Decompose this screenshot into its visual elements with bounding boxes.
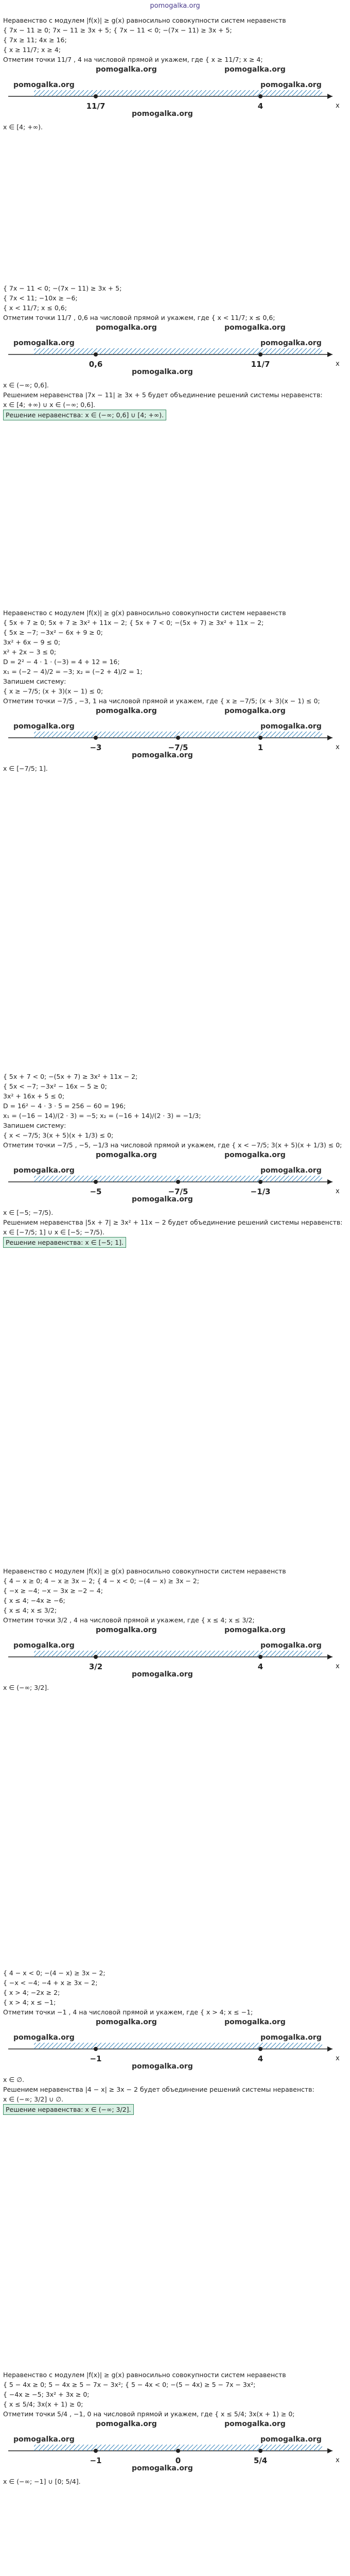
watermark-text: pomogalka.org bbox=[260, 81, 322, 89]
text-line: x ∈ [4; +∞) ∪ x ∈ (−∞; 0,6]. bbox=[3, 401, 96, 409]
solution-section bbox=[3, 1968, 347, 2115]
text-line: 3x² + 6x − 9 ≤ 0; bbox=[3, 638, 61, 646]
text-line: Отметим точки 5/4 , −1, 0 на числовой прямой и укажем, где { x ≤ 5/4; 3x(x + 1) ≥ 0; bbox=[3, 2410, 295, 2418]
watermark-text: pomogalka.org bbox=[132, 368, 193, 376]
number-line bbox=[3, 1164, 347, 1205]
text-line: { 4 − x ≥ 0; 4 − x ≥ 3x − 2; { 4 − x < 0; −(4 − x) ≥ 3x − 2; bbox=[3, 1577, 199, 1585]
axis-variable-label: x bbox=[336, 360, 340, 368]
axis-variable-label: x bbox=[336, 1188, 340, 1195]
text-line: { x ≥ −7/5; (x + 3)(x − 1) ≤ 0; bbox=[3, 687, 103, 695]
watermark-text: pomogalka.org bbox=[132, 2464, 193, 2472]
point-label: 0 bbox=[175, 2456, 181, 2465]
answer-highlight: Решение неравенства: x ∈ (−∞; 0,6] ∪ [4; +∞). bbox=[3, 410, 166, 420]
text-line: Отметим точки −7/5 , −5, −1/3 на числовой прямой и укажем, где { x < −7/5; 3(x + 5)(x + 1/3) ≤ 0; bbox=[3, 1141, 342, 1149]
text-line: x ∈ [4; +∞). bbox=[3, 123, 43, 131]
solution-section bbox=[3, 15, 347, 132]
axis-arrow-icon bbox=[327, 1654, 332, 1659]
point-label: −1 bbox=[90, 2456, 102, 2465]
number-line bbox=[3, 79, 347, 119]
text-line: { 5x < −7; −3x² − 16x − 5 ≥ 0; bbox=[3, 1082, 107, 1090]
text-line: { −x ≥ −4; −x − 3x ≥ −2 − 4; bbox=[3, 1587, 103, 1595]
text-line: { x < −7/5; 3(x + 5)(x + 1/3) ≤ 0; bbox=[3, 1131, 114, 1139]
point-marker bbox=[176, 736, 180, 740]
text-line: { x > 4; x ≤ −1; bbox=[3, 1998, 56, 2006]
text-line: x ∈ [−7/5; 1] ∪ x ∈ [−5; −7/5). bbox=[3, 1228, 104, 1236]
text-line: { −x < −4; −4 + x ≥ 3x − 2; bbox=[3, 1979, 98, 1987]
watermark-text: pomogalka.org bbox=[13, 339, 75, 347]
point-marker bbox=[258, 736, 262, 740]
text-line: { 7x − 11 < 0; −(7x − 11) ≥ 3x + 5; bbox=[3, 284, 122, 292]
answer-line bbox=[3, 410, 347, 420]
text-line: x ∈ ∅. bbox=[3, 2076, 25, 2083]
text-line: { 5x ≥ −7; −3x² − 6x + 9 ≥ 0; bbox=[3, 629, 103, 636]
solution-hatch bbox=[34, 90, 322, 96]
axis-arrow-icon bbox=[327, 352, 332, 357]
watermark-text: pomogalka.org bbox=[224, 2018, 286, 2026]
text-line: { 5x + 7 ≥ 0; 5x + 7 ≥ 3x² + 11x − 2; { 5x + 7 < 0; −(5x + 7) ≥ 3x² + 11x − 2; bbox=[3, 619, 264, 626]
point-label: 11/7 bbox=[86, 101, 106, 111]
text-line: x ∈ (−∞; 3/2]. bbox=[3, 1684, 49, 1691]
text-line: { 7x ≥ 11; 4x ≥ 16; bbox=[3, 36, 67, 44]
point-marker bbox=[176, 1180, 180, 1184]
watermark-text: pomogalka.org bbox=[224, 324, 286, 332]
text-line: 3x² + 16x + 5 ≤ 0; bbox=[3, 1092, 65, 1100]
watermark-text: pomogalka.org bbox=[13, 1641, 75, 1650]
solution-hatch bbox=[34, 2043, 322, 2049]
text-line: { x ≤ 4; x ≤ 3/2; bbox=[3, 1606, 57, 1614]
point-marker bbox=[94, 736, 98, 740]
point-label: −1 bbox=[90, 2054, 102, 2063]
point-marker bbox=[176, 2449, 180, 2453]
text-line: { x < 11/7; x ≤ 0,6; bbox=[3, 304, 67, 312]
number-line bbox=[3, 720, 347, 760]
text-line: x ∈ [−7/5; 1]. bbox=[3, 765, 48, 772]
point-label: 5/4 bbox=[253, 2456, 268, 2465]
answer-line bbox=[3, 2104, 347, 2115]
watermark-text: pomogalka.org bbox=[260, 2435, 322, 2444]
watermark-row bbox=[3, 2017, 347, 2028]
watermark-text: pomogalka.org bbox=[96, 2420, 157, 2428]
text-line: Отметим точки 3/2 , 4 на числовой прямой и укажем, где { x ≤ 4; x ≤ 3/2; bbox=[3, 1616, 255, 1624]
axis-arrow-icon bbox=[327, 94, 332, 99]
watermark-text: pomogalka.org bbox=[13, 722, 75, 731]
watermark-text: pomogalka.org bbox=[260, 1641, 322, 1650]
answer-highlight: Решение неравенства: x ∈ [−5; 1]. bbox=[3, 1237, 126, 1248]
text-line: Неравенство с модулем |f(x)| ≥ g(x) равносильно совокупности систем неравенств bbox=[3, 16, 286, 24]
watermark-row bbox=[3, 1150, 347, 1161]
watermark-row bbox=[3, 2419, 347, 2430]
point-marker bbox=[258, 1655, 262, 1659]
point-label: 1 bbox=[257, 743, 264, 752]
point-marker bbox=[94, 1180, 98, 1184]
text-line: x² + 2x − 3 ≤ 0; bbox=[3, 648, 57, 656]
number-line bbox=[3, 2031, 347, 2072]
text-line: { 4 − x < 0; −(4 − x) ≥ 3x − 2; bbox=[3, 1969, 106, 1977]
point-marker bbox=[258, 352, 262, 357]
point-marker bbox=[94, 1655, 98, 1659]
watermark-text: pomogalka.org bbox=[132, 2062, 193, 2071]
text-line: { x > 4; −2x ≥ 2; bbox=[3, 1989, 60, 1996]
site-header bbox=[0, 0, 350, 13]
watermark-text: pomogalka.org bbox=[13, 1166, 75, 1175]
point-marker bbox=[258, 2449, 262, 2453]
text-line: Решением неравенства |5x + 7| ≥ 3x² + 11x − 2 будет объединение решений системы неравенств: bbox=[3, 1218, 343, 1226]
point-label: −7/5 bbox=[168, 1187, 188, 1196]
point-marker bbox=[94, 2449, 98, 2453]
text-line: Отметим точки −7/5 , −3, 1 на числовой прямой и укажем, где { x ≥ −7/5; (x + 3)(x − 1) ≤ 0; bbox=[3, 697, 320, 705]
text-line: Неравенство с модулем |f(x)| ≥ g(x) равносильно совокупности систем неравенств bbox=[3, 1567, 286, 1575]
watermark-text: pomogalka.org bbox=[13, 2435, 75, 2444]
watermark-text: pomogalka.org bbox=[224, 707, 286, 715]
point-label: 4 bbox=[257, 101, 264, 111]
text-line: { 5 − 4x ≥ 0; 5 − 4x ≥ 5 − 7x − 3x²; { 5 − 4x < 0; −(5 − 4x) ≥ 5 − 7x − 3x²; bbox=[3, 2381, 256, 2388]
watermark-text: pomogalka.org bbox=[132, 1670, 193, 1679]
watermark-text: pomogalka.org bbox=[260, 339, 322, 347]
text-line: Отметим точки −1 , 4 на числовой прямой и укажем, где { x > 4; x ≤ −1; bbox=[3, 2008, 253, 2016]
solution-section bbox=[3, 608, 347, 773]
text-line: x₁ = (−16 − 14)/(2 · 3) = −5; x₂ = (−16 + 14)/(2 · 3) = −1/3; bbox=[3, 1112, 201, 1120]
solution-section bbox=[3, 1072, 347, 1248]
solution-hatch bbox=[34, 1651, 322, 1657]
axis-variable-label: x bbox=[336, 743, 340, 751]
answer-line bbox=[3, 1237, 347, 1248]
text-line: { 5x + 7 < 0; −(5x + 7) ≥ 3x² + 11x − 2; bbox=[3, 1073, 138, 1080]
watermark-row bbox=[3, 706, 347, 717]
axis-arrow-icon bbox=[327, 2448, 332, 2453]
text-line: x ∈ (−∞; −1] ∪ [0; 5/4]. bbox=[3, 2478, 81, 2485]
number-line bbox=[3, 2433, 347, 2473]
watermark-text: pomogalka.org bbox=[13, 81, 75, 89]
point-label: −1/3 bbox=[250, 1187, 271, 1196]
point-label: 4 bbox=[257, 1662, 264, 1671]
point-label: 0,6 bbox=[89, 360, 103, 369]
watermark-text: pomogalka.org bbox=[224, 1626, 286, 1634]
watermark-text: pomogalka.org bbox=[132, 751, 193, 759]
watermark-text: pomogalka.org bbox=[224, 1151, 286, 1159]
watermark-text: pomogalka.org bbox=[132, 1195, 193, 1204]
watermark-text: pomogalka.org bbox=[260, 2033, 322, 2042]
watermark-row bbox=[3, 1625, 347, 1636]
text-line: Запишем систему: bbox=[3, 1122, 66, 1129]
watermark-text: pomogalka.org bbox=[260, 1166, 322, 1175]
watermark-text: pomogalka.org bbox=[224, 2420, 286, 2428]
watermark-text: pomogalka.org bbox=[96, 1626, 157, 1634]
solution-section bbox=[3, 283, 347, 420]
watermark-text: pomogalka.org bbox=[96, 1151, 157, 1159]
text-line: Решением неравенства |4 − x| ≥ 3x − 2 будет объединение решений системы неравенств: bbox=[3, 2086, 314, 2093]
axis-arrow-icon bbox=[327, 1179, 332, 1184]
watermark-text: pomogalka.org bbox=[96, 707, 157, 715]
point-marker bbox=[258, 1180, 262, 1184]
watermark-text: pomogalka.org bbox=[132, 110, 193, 118]
point-marker bbox=[94, 94, 98, 98]
axis-arrow-icon bbox=[327, 735, 332, 740]
point-marker bbox=[94, 2047, 98, 2051]
point-marker bbox=[94, 352, 98, 357]
solution-section bbox=[3, 2370, 347, 2486]
watermark-text: pomogalka.org bbox=[224, 65, 286, 74]
text-line: { 7x < 11; −10x ≥ −6; bbox=[3, 294, 78, 302]
text-line: D = 2² − 4 · 1 · (−3) = 4 + 12 = 16; bbox=[3, 658, 120, 666]
axis-variable-label: x bbox=[336, 1663, 340, 1670]
point-label: −3 bbox=[90, 743, 102, 752]
text-line: { x ≤ 5/4; 3x(x + 1) ≥ 0; bbox=[3, 2400, 83, 2408]
solution-section bbox=[3, 1566, 347, 1692]
point-label: 3/2 bbox=[89, 1662, 103, 1671]
watermark-text: pomogalka.org bbox=[13, 2033, 75, 2042]
text-line: x ∈ (−∞; 0,6]. bbox=[3, 381, 49, 389]
axis-variable-label: x bbox=[336, 2456, 340, 2464]
point-label: −5 bbox=[90, 1187, 102, 1196]
solution-hatch bbox=[34, 348, 322, 354]
text-line: { −4x ≥ −5; 3x² + 3x ≥ 0; bbox=[3, 2391, 90, 2398]
number-line bbox=[3, 1639, 347, 1680]
text-line: Отметим точки 11/7 , 4 на числовой прямой и укажем, где { x ≥ 11/7; x ≥ 4; bbox=[3, 56, 263, 63]
text-line: x ∈ [−5; −7/5). bbox=[3, 1209, 54, 1216]
point-label: 11/7 bbox=[251, 360, 270, 369]
axis-variable-label: x bbox=[336, 2055, 340, 2062]
watermark-text: pomogalka.org bbox=[260, 722, 322, 731]
point-label: −7/5 bbox=[168, 743, 188, 752]
watermark-row bbox=[3, 323, 347, 334]
text-line: D = 16² − 4 · 3 · 5 = 256 − 60 = 196; bbox=[3, 1102, 126, 1110]
point-marker bbox=[258, 94, 262, 98]
answer-highlight: Решение неравенства: x ∈ (−∞; 3/2]. bbox=[3, 2104, 134, 2115]
text-line: Неравенство с модулем |f(x)| ≥ g(x) равносильно совокупности систем неравенств bbox=[3, 2371, 286, 2379]
text-line: { x ≤ 4; −4x ≥ −6; bbox=[3, 1597, 65, 1604]
text-line: Решением неравенства |7x − 11| ≥ 3x + 5 будет объединение решений системы неравенств: bbox=[3, 391, 323, 399]
text-line: x₁ = (−2 − 4)/2 = −3; x₂ = (−2 + 4)/2 = 1; bbox=[3, 668, 143, 675]
watermark-text: pomogalka.org bbox=[96, 2018, 157, 2026]
axis-variable-label: x bbox=[336, 102, 340, 110]
watermark-row bbox=[3, 64, 347, 76]
point-marker bbox=[258, 2047, 262, 2051]
text-line: { 7x − 11 ≥ 0; 7x − 11 ≥ 3x + 5; { 7x − 11 < 0; −(7x − 11) ≥ 3x + 5; bbox=[3, 26, 232, 34]
text-line: { x ≥ 11/7; x ≥ 4; bbox=[3, 46, 61, 54]
text-line: Запишем систему: bbox=[3, 677, 66, 685]
watermark-text: pomogalka.org bbox=[96, 65, 157, 74]
text-line: x ∈ (−∞; 3/2] ∪ ∅. bbox=[3, 2095, 64, 2103]
site-title[interactable]: pomogalka.org bbox=[150, 2, 200, 10]
number-line bbox=[3, 337, 347, 377]
text-line: Неравенство с модулем |f(x)| ≥ g(x) равносильно совокупности систем неравенств bbox=[3, 609, 286, 617]
point-label: 4 bbox=[257, 2054, 264, 2063]
axis-arrow-icon bbox=[327, 2046, 332, 2052]
text-line: Отметим точки 11/7 , 0,6 на числовой прямой и укажем, где { x < 11/7; x ≤ 0,6; bbox=[3, 314, 275, 321]
watermark-text: pomogalka.org bbox=[96, 324, 157, 332]
